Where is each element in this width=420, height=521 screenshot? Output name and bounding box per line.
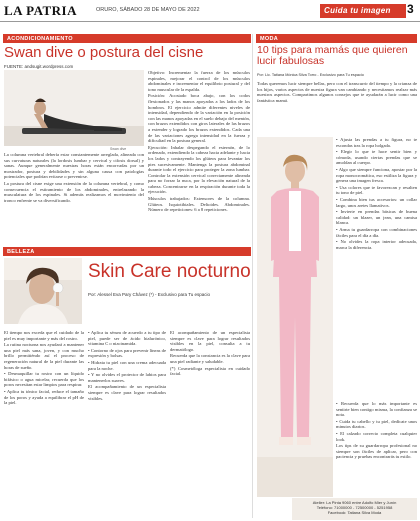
byline-moda: Por: Lic. Tatiana Mónica Silva Torro - Exclusivo para Tu espacio (257, 73, 364, 77)
moda-tip: • Ajusta las prendas a tu figura, no te escondas tras la ropa holgada. (336, 137, 417, 148)
swan-body-col2 (148, 70, 250, 242)
swan-paragraph: Músculos trabajados: Extensores de la columna. Glúteos. Isquiotibiales. Deltoides. Abdominales. Número de repeticiones: 6 a 8 repeticiones. (148, 196, 250, 213)
skin-paragraph: • Hidrata tu piel con una crema adecuada para la noche. (88, 359, 166, 371)
photo-skin-care (4, 258, 82, 324)
headline-moda-tips: 10 tips para mamás que quieren lucir fabulosas (257, 44, 408, 67)
moda-tip: • El calzado correcto completa cualquier look. (336, 430, 417, 442)
kicker-moda: MODA (256, 34, 417, 43)
skin-paragraph: El acompañamiento de un especialista siempre es clave para lograr resultados visibles. (88, 384, 166, 401)
credit-facebook: Facebook: Tatiana Silva Moda (327, 510, 382, 515)
byline-swan: FUENTE: andsugit.wordpress.com (4, 64, 74, 69)
column-divider (252, 34, 253, 518)
swan-body-col1 (4, 152, 144, 242)
credit-address: Atelier: La Pinta 9060 entre Adolfo Mier y Junín (312, 500, 397, 505)
headline-swan-dive: Swan dive o postura del cisne (4, 44, 204, 61)
kicker-belleza: BELLEZA (3, 247, 251, 256)
masthead (0, 0, 420, 22)
swan-paragraph: La columna vertebral debería estar constantemente arreglada, alineada con sus curvaturas naturales (la lordosis lumbar y cervical y cifosis dorsal) y sanas. Aunque generalmente nuestras horas están encorvadas por un mostrador, postura y debilidades y sin alguna causa con patologías potenciales que podrían evitarse o prevenirse. (4, 152, 144, 180)
swan-paragraph: Posición: Acostado boca abajo, con los codos flexionados y las manos apoyadas a los lados de los hombros. El ejercicio admite diferentes niveles de intensidad, dependiendo de la variación en la posición con las manos apoyadas en el suelo debajo del mentón, con brazos extendidos con giros laterales de las brazos a extender y logrado los brazos extendidos. Cada una de las variaciones agrega intensidad en la fuerza y dificultad en la postura general. (148, 93, 250, 144)
moda-body-bottom (336, 401, 417, 495)
moda-tip: • Invierte en prendas básicas de buena calidad: un blazer, un jean, una camisa blanca. (336, 209, 417, 226)
moda-tip: • No olvides la ropa interior adecuada, marca la diferencia. (336, 239, 417, 250)
skin-paragraph: • Contorno de ojos para prevenir líneas de expresión y bolsas. (88, 347, 166, 359)
skin-body-col3 (170, 330, 250, 516)
skin-paragraph: • Desmaquillar tu rostro con un líquido bifásico o agua micelar, recuerda que los poros necesitan estar limpios para respirar. (4, 371, 84, 388)
moda-lead (257, 81, 417, 135)
credit-phone: Teléfono: 71000000 - 72500000 - 5251958 (316, 505, 393, 510)
moda-body-right (336, 137, 417, 399)
moda-tip: • Cuida tu cabello y tu piel, dedícate unos minutos diarios. (336, 418, 417, 430)
skin-paragraph: La rutina nocturna nos ayudará a mantener una piel más sana, joven, y con mucho brillo permitiéndo así el proceso de regeneración natural de la piel durante las horas de sueño. (4, 342, 84, 370)
moda-tip: • Usa colores que te favorezcan y resalten tu tono de piel. (336, 184, 417, 196)
moda-tip: • Elegir lo que te hace sentir bien y cómoda, usando ciertas prendas que se amoldan al cuerpo. (336, 149, 417, 166)
photo-caption: Swan dive (110, 147, 127, 151)
photo-swan-dive (4, 70, 144, 146)
newspaper-brand: LA PATRIA (4, 3, 77, 18)
moda-tip: • Arma tu guardarropa con combinaciones fáciles para el día a día. (336, 226, 417, 238)
kicker-acondicionamiento: ACONDICIONAMIENTO (3, 34, 251, 43)
skin-paragraph: El acompañamiento de un especialista siempre es clave para lograr resultados visibles en la piel, consulta a tu dermatólogo. (170, 330, 250, 352)
moda-tip: Los tips de su guardarropa profesional no siempre son fáciles de aplicar, pero con paciencia y pruebas encontrarás tu estilo. (336, 443, 417, 460)
section-tag: Cuida tu imagen (320, 4, 406, 18)
dateline: ORURO, SÁBADO 28 DE MAYO DE 2022 (96, 7, 200, 13)
moda-tip: • Combina bien tus accesorios: un collar largo, unos aretes llamativos. (336, 196, 417, 208)
skin-body-col2 (88, 330, 166, 516)
page-number: 3 (407, 2, 414, 16)
swan-paragraph: La postura del cisne exige una extensión de la columna vertebral, y como consecuencia el estiramiento de los abdominales, entrelazando la musculatura de los espinales. Si además realizamos el movimiento del tronco enfrente se va diversificando. (4, 180, 144, 203)
photo-fashion-model (257, 137, 333, 497)
moda-tip: • Algo que siempre funciona, apostar por la ropa monocromática, eso estiliza la figura y genera una imagen fresca. (336, 166, 417, 184)
skin-paragraph: • Aplica tu sérum de acuerdo a tu tipo de piel, puede ser de ácido hialurónico, vitamina C o niacinamida. (88, 330, 166, 347)
skin-paragraph: • Aplica tu tónico facial, reduce el tamaño de los poros y ayuda a equilibrar el pH de la piel. (4, 388, 84, 406)
skin-paragraph: Recuerda que la constancia es la clave para una piel radiante y saludable. (170, 353, 250, 364)
skin-body-col1 (4, 330, 84, 516)
skin-paragraph: (*) Cosmetóloga especialista en cuidado facial. (170, 365, 250, 377)
headline-skin-care: Skin Care nocturno (88, 261, 251, 282)
atelier-credit-box (292, 498, 417, 520)
moda-tip: • Recuerda que lo más importante es sentirte bien contigo misma, la confianza se nota. (336, 401, 417, 418)
moda-lead-paragraph: Todas queremos lucir siempre bellas, pero con el transcurrir del tiempo y la crianza de los hijos, varios aspectos de nuestra figura van cambiando y necesitamos realzar más nuestros aspectos. Compartimos algunos consejos que te ayudarán a lucir como una fantástica mamá. (257, 81, 417, 103)
skin-paragraph: • Y no olvides el protector de labios para mantenerlos suaves. (88, 372, 166, 383)
swan-paragraph: Objetivo: Incrementar la fuerza de los músculos espinales, mejorar el control de los músculos abdominales e incrementar el equilibrio postural y del tono muscular de la espalda. (148, 70, 250, 92)
swan-paragraph: Ejecución: Inhalar despegando el esternón, de lo ordenado, extendiendo la cabeza hacia adelante y hacia los lados y contrayendo los glúteos para levantar los pies sucesivamente. Mantenga la postura abdominal durante todo el ejercicio para proteger la zona lumbar. Controlar la extensión cervical correctamente alineada para no forzar la nuca, por la elevación natural de la cabeza. Concentrarse en la respiración durante toda la ejecución. (148, 144, 250, 195)
skin-paragraph: El tiempo nos exceda que el cuidado de la piel es muy importante y más del rostro. (4, 330, 84, 341)
byline-skin-care: Por: Alessel Eva Pary Chávez (*) - Exclusivo para Tu espacio (88, 292, 211, 297)
